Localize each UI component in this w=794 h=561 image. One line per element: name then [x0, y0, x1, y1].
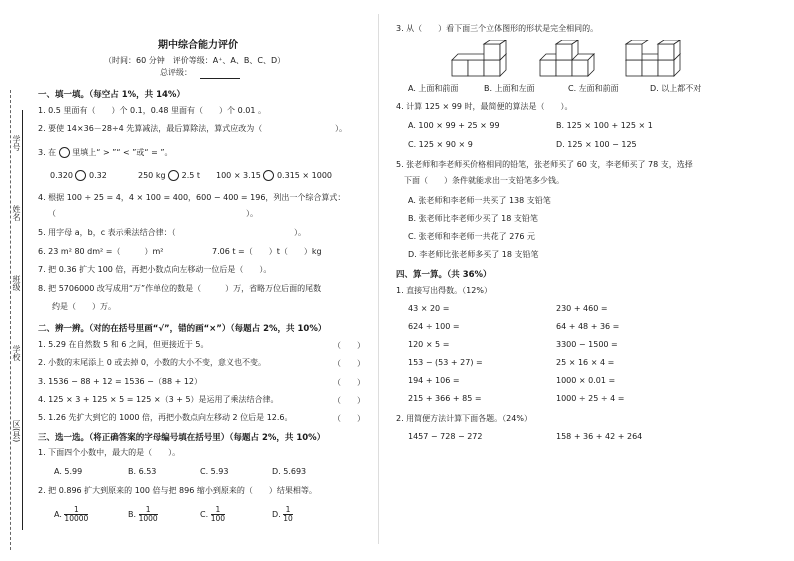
calc-simplify-2[interactable]: 158 + 36 + 42 + 264	[556, 432, 643, 441]
option-3-3-c[interactable]: C. 左面和前面	[568, 84, 619, 93]
compare-circle-1[interactable]	[75, 170, 86, 181]
option-3-5-d[interactable]: D. 李老师比张老师多买了 18 支铅笔	[408, 250, 539, 259]
numerator: 1	[215, 505, 221, 514]
question-3-1: 1. 下面四个小数中，最大的是（ ）。	[38, 448, 181, 457]
section-4-part-2: 2. 用简便方法计算下面各题。（24%）	[396, 414, 532, 423]
section-2-heading: 二、辨一辨。（对的在括号里画“√”，错的画“×”）（每题占 2%，共 10%）	[38, 324, 327, 334]
question-1-8b: 约是（ ）万。	[52, 302, 116, 311]
option-letter: A.	[54, 510, 62, 519]
question-1-8a: 8. 把 5706000 改写成用“万”作单位的数是（ ）万，省略万位后面的尾数	[38, 284, 322, 293]
margin-label-district: 区(县)	[12, 420, 21, 443]
calc-right-6[interactable]: 1000 ÷ 25 ÷ 4 =	[556, 394, 625, 403]
question-1-3	[38, 147, 173, 158]
question-3-2: 2. 把 0.896 扩大到原来的 100 倍与把 896 缩小到原来的（ ）结果相等。	[38, 486, 317, 495]
question-3-3: 3. 从（ ）看下面三个立体图形的形状是完全相同的。	[396, 24, 599, 33]
fraction	[283, 506, 293, 523]
option-3-4-a[interactable]: A. 100 × 99 + 25 × 99	[408, 121, 500, 130]
question-1-4-close: ）。	[246, 209, 258, 218]
question-2-4: 4. 125 × 3 + 125 × 5 = 125 ×（3 + 5）是运用了乘法结合律。	[38, 395, 279, 404]
question-2-1: 1. 5.29 在自然数 5 和 6 之间，但更接近于 5。	[38, 340, 209, 349]
solid-figure-2	[536, 40, 606, 80]
option-3-5-c[interactable]: C. 张老师和李老师一共花了 276 元	[408, 232, 536, 241]
option-3-3-a[interactable]: A. 上面和前面	[408, 84, 459, 93]
question-1-3-item-2	[138, 170, 200, 181]
numerator: 1	[285, 505, 291, 514]
question-1-4-open: （	[48, 209, 56, 218]
calc-left-3[interactable]: 120 × 5 =	[408, 340, 450, 349]
calc-right-4[interactable]: 25 × 16 × 4 =	[556, 358, 615, 367]
compare-right-2: 2.5 t	[181, 171, 201, 180]
margin-rule	[22, 110, 23, 530]
option-3-1-c[interactable]: C. 5.93	[200, 467, 229, 476]
compare-left-2: 250 kg	[138, 171, 166, 180]
compare-circle-2[interactable]	[168, 170, 179, 181]
question-3-5b: 下面（ ）条件就能求出一支铅笔多少钱。	[404, 176, 564, 185]
solid-figure-3	[622, 40, 692, 80]
question-2-5: 5. 1.26 先扩大到它的 1000 倍，再把小数点向左移动 2 位后是 12.6。	[38, 413, 293, 422]
question-3-5a: 5. 张老师和李老师买价格相同的铅笔，张老师买了 60 支，李老师买了 78 支，选择	[396, 160, 693, 169]
option-3-5-a[interactable]: A. 张老师和李老师一共买了 138 支铅笔	[408, 196, 551, 205]
option-3-1-d[interactable]: D. 5.693	[272, 467, 307, 476]
calc-right-3[interactable]: 3300 − 1500 =	[556, 340, 618, 349]
calc-left-4[interactable]: 153 − (53 + 27) =	[408, 358, 483, 367]
compare-circle-icon	[59, 147, 70, 158]
answer-paren-2-2[interactable]: （ ）	[333, 359, 365, 368]
compare-right-3: 0.315 × 1000	[276, 171, 333, 180]
question-1-2-close: ）。	[335, 124, 347, 133]
question-2-2: 2. 小数的末尾添上 0 或去掉 0，小数的大小不变，意义也不变。	[38, 358, 266, 367]
calc-right-5[interactable]: 1000 × 0.01 =	[556, 376, 616, 385]
question-1-6a: 6. 23 m² 80 dm² =（ ）m²	[38, 247, 164, 256]
denominator: 10	[283, 514, 293, 523]
section-4-part-1: 1. 直接写出得数。（12%）	[396, 286, 492, 295]
option-3-2-b[interactable]	[128, 506, 158, 523]
option-letter: C.	[200, 510, 209, 519]
margin-label-name: 姓名	[12, 205, 21, 221]
column-divider	[378, 14, 379, 544]
margin-label-class: 班级	[12, 275, 21, 291]
margin-label-student-id: 学号	[12, 135, 21, 151]
option-letter: B.	[128, 510, 137, 519]
answer-paren-2-1[interactable]: （ ）	[333, 341, 365, 350]
page-title: 期中综合能力评价	[158, 40, 238, 51]
question-1-6b: 7.06 t =（ ）t（ ）kg	[212, 247, 322, 256]
section-1-heading: 一、填一填。（每空占 1%，共 14%）	[38, 90, 185, 100]
denominator: 1000	[138, 514, 158, 523]
option-3-4-d[interactable]: D. 125 × 100 − 125	[556, 140, 637, 149]
question-1-3-lead: 3. 在	[38, 148, 57, 157]
question-1-4: 4. 根据 100 ÷ 25 = 4，4 × 100 = 400，600 − 400 = 196，列出一个综合算式：	[38, 193, 346, 202]
compare-circle-3[interactable]	[263, 170, 274, 181]
answer-paren-2-5[interactable]: （ ）	[333, 414, 365, 423]
calc-left-1[interactable]: 43 × 20 =	[408, 304, 450, 313]
question-1-1: 1. 0.5 里面有（ ）个 0.1，0.48 里面有（ ）个 0.01 。	[38, 106, 266, 115]
option-3-2-d[interactable]	[272, 506, 293, 523]
fraction	[64, 506, 88, 523]
calc-right-1[interactable]: 230 + 460 =	[556, 304, 608, 313]
total-grade-label: 总评级：	[160, 68, 192, 77]
calc-simplify-1[interactable]: 1457 − 728 − 272	[408, 432, 483, 441]
option-3-2-a[interactable]	[54, 506, 88, 523]
option-3-2-c[interactable]	[200, 506, 225, 523]
numerator: 1	[73, 505, 79, 514]
question-1-3-item-3	[216, 170, 332, 181]
option-3-3-d[interactable]: D. 以上都不对	[650, 84, 702, 93]
question-1-3-item-1	[50, 170, 107, 181]
fraction	[139, 506, 158, 523]
denominator: 100	[210, 514, 226, 523]
question-1-5: 5. 用字母 a，b，c 表示乘法结合律：（	[38, 228, 176, 237]
option-letter: D.	[272, 510, 281, 519]
question-2-3: 3. 1536 − 88 + 12 = 1536 −（88 + 12）	[38, 377, 203, 386]
calc-left-6[interactable]: 215 + 366 + 85 =	[408, 394, 482, 403]
option-3-5-b[interactable]: B. 张老师比李老师少买了 18 支铅笔	[408, 214, 538, 223]
fold-line	[10, 90, 11, 550]
answer-paren-2-3[interactable]: （ ）	[333, 378, 365, 387]
option-3-1-b[interactable]: B. 6.53	[128, 467, 157, 476]
question-1-5-close: ）。	[294, 228, 306, 237]
section-4-heading: 四、算一算。（共 36%）	[396, 270, 492, 280]
question-1-7: 7. 把 0.36 扩大 100 倍，再把小数点向左移动一位后是（ ）。	[38, 265, 272, 274]
calc-left-2[interactable]: 624 ÷ 100 =	[408, 322, 460, 331]
compare-left-3: 100 × 3.15	[216, 171, 261, 180]
margin-label-school: 学校	[12, 345, 21, 361]
question-1-2: 2. 要使 14×36－28÷4 先算减法，最后算除法，算式应改为（	[38, 124, 263, 133]
option-3-1-a[interactable]: A. 5.99	[54, 467, 83, 476]
section-3-heading: 三、选一选。（将正确答案的字母编号填在括号里）（每题占 2%，共 10%）	[38, 433, 326, 443]
option-3-4-b[interactable]: B. 125 × 100 + 125 × 1	[556, 121, 653, 130]
calc-right-2[interactable]: 64 + 48 + 36 =	[556, 322, 620, 331]
denominator: 10000	[64, 514, 89, 523]
option-3-3-b[interactable]: B. 上面和左面	[484, 84, 535, 93]
calc-left-5[interactable]: 194 + 106 =	[408, 376, 460, 385]
total-grade-field[interactable]	[200, 78, 240, 79]
exam-meta: （时间：60 分钟 评价等级：A⁺、A、B、C、D）	[104, 56, 286, 65]
question-1-3-rest: 里填上“ > ”“ < ”或“ = ”。	[72, 148, 173, 157]
compare-left-1: 0.320	[50, 171, 73, 180]
option-3-4-c[interactable]: C. 125 × 90 × 9	[408, 140, 473, 149]
solid-figure-1	[448, 40, 518, 80]
fraction	[211, 506, 225, 523]
question-3-4: 4. 计算 125 × 99 时，最简便的算法是（ ）。	[396, 102, 573, 111]
answer-paren-2-4[interactable]: （ ）	[333, 396, 365, 405]
compare-right-1: 0.32	[89, 171, 107, 180]
numerator: 1	[145, 505, 151, 514]
